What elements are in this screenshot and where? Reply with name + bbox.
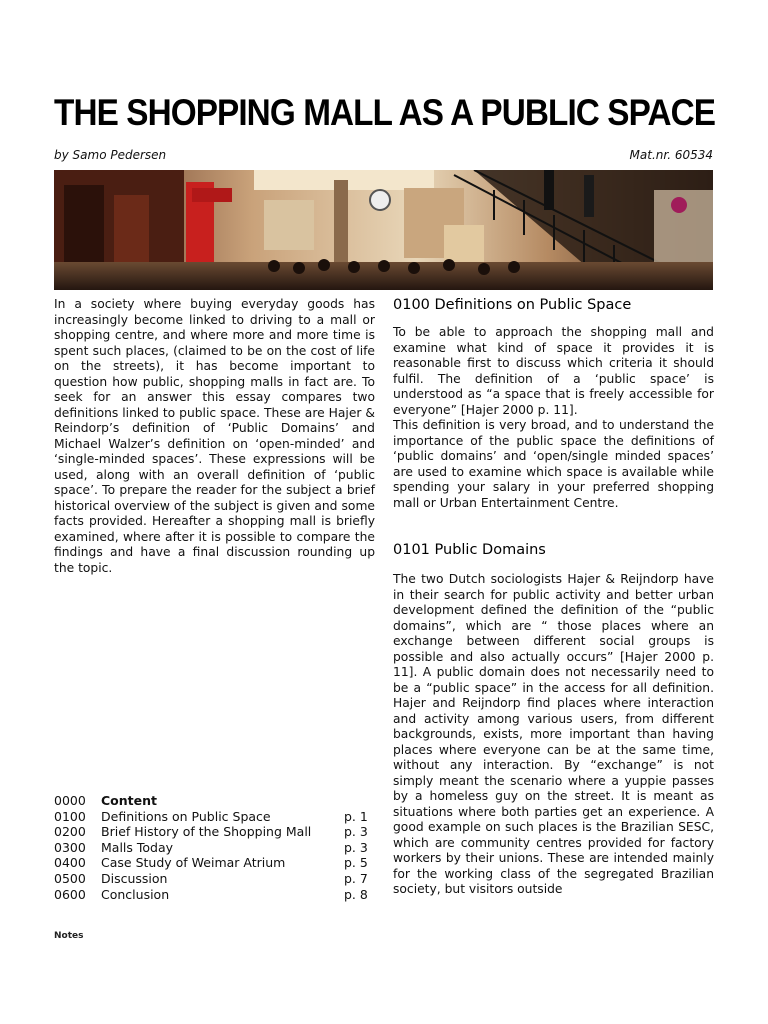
toc-item <box>54 809 374 825</box>
section-paragraph: To be able to approach the shopping mall and examine what kind of space it provides it is reasonable first to discuss which criteria it should fulfil. The definition of a ‘public space’ is understood as “a space that is freely accessible for everyone” [Hajer 2000 p. 11]. <box>393 325 714 417</box>
section-paragraph: The two Dutch sociologists Hajer & Reijndorp have in their search for public activity and better urban development defined the definition of the “public domains”, which are “ those places where an exchange between different social groups is possible and also actually occurs” [Hajer 2000 p. 11]. A public domain does not necessarily need to be a “public space” in the access for all definition. Hajer and Reijndorp find places where interaction and activity among various users, from different backgrounds, exists, more important than having places where everyone can be at the same time, without any interaction. By “exchange” is not simply meant the scenario where a yuppie passes by a homeless guy on the street. It is meant as situations where both parties get an experience. A good example on such places is the Brazilian SESC, which are community centres provided for factory workers by their unions. These are intended mainly for the working class of the segregated Brazilian society, but visitors outside <box>393 572 714 896</box>
intro-column <box>54 297 375 576</box>
page-title: THE SHOPPING MALL AS A PUBLIC SPACE <box>54 92 716 133</box>
toc-item-page: p. 3 <box>344 839 368 855</box>
toc-item-title: Brief History of the Shopping Mall <box>101 824 312 840</box>
toc-item <box>54 855 374 871</box>
intro-paragraph: In a society where buying everyday goods has increasingly become linked to driving to a mall or shopping centre, and where more and more time is spent such places, (claimed to be on the cost of life on the streets), it has become important to question how public, shopping malls in fact are. To seek for an answer this essay compares two definitions linked to public space. These are Hajer & Reindorp’s definition of ‘Public Domains’ and Michael Walzer’s definition on ‘open-minded’ and ‘single-minded spaces’. These expressions will be used, along with an overall definition of ‘public space’. To prepare the reader for the subject a brief historical overview of the subject is given and some facts provided. Hereafter a shopping mall is briefly examined, where after it is possible to compare the findings and have a final discussion rounding up the topic. <box>54 297 375 575</box>
toc-item-number: 0100 <box>54 808 86 824</box>
toc-item-number: 0500 <box>54 870 86 886</box>
main-column <box>393 297 714 898</box>
toc-item-number: 0200 <box>54 824 86 840</box>
toc-item <box>54 840 374 856</box>
notes-label: Notes <box>54 931 84 941</box>
table-of-contents <box>54 793 374 902</box>
toc-item-page: p. 5 <box>344 855 368 871</box>
toc-item <box>54 887 374 903</box>
toc-head-number: 0000 <box>54 793 86 808</box>
section-heading-public-domains: 0101 Public Domains <box>393 542 546 558</box>
toc-item-page: p. 1 <box>344 808 368 824</box>
toc-item-title: Definitions on Public Space <box>101 808 271 824</box>
toc-item-number: 0300 <box>54 839 86 855</box>
section-heading-definitions: 0100 Definitions on Public Space <box>393 297 632 313</box>
toc-item-page: p. 8 <box>344 886 368 902</box>
toc-item <box>54 824 374 840</box>
toc-item-title: Conclusion <box>101 886 170 902</box>
toc-head-title: Content <box>101 793 157 808</box>
toc-item <box>54 871 374 887</box>
section-paragraph: This definition is very broad, and to understand the importance of the public space the definitions of ‘public domains’ and ‘open/single minded spaces’ are used to examine which space is available while spending your salary in your preferred shopping mall or Urban Entertainment Centre. <box>393 418 714 510</box>
toc-item-title: Discussion <box>101 870 168 886</box>
toc-item-number: 0400 <box>54 855 86 871</box>
toc-item-page: p. 7 <box>344 870 368 886</box>
toc-item-title: Case Study of Weimar Atrium <box>101 855 286 871</box>
toc-item-title: Malls Today <box>101 839 174 855</box>
toc-header <box>54 793 374 809</box>
toc-item-page: p. 3 <box>344 824 368 840</box>
shopping-mall-photo <box>54 170 713 290</box>
matriculation-number: Mat.nr. 60534 <box>629 148 713 162</box>
toc-item-number: 0600 <box>54 886 86 902</box>
author-byline: by Samo Pedersen <box>54 148 167 162</box>
